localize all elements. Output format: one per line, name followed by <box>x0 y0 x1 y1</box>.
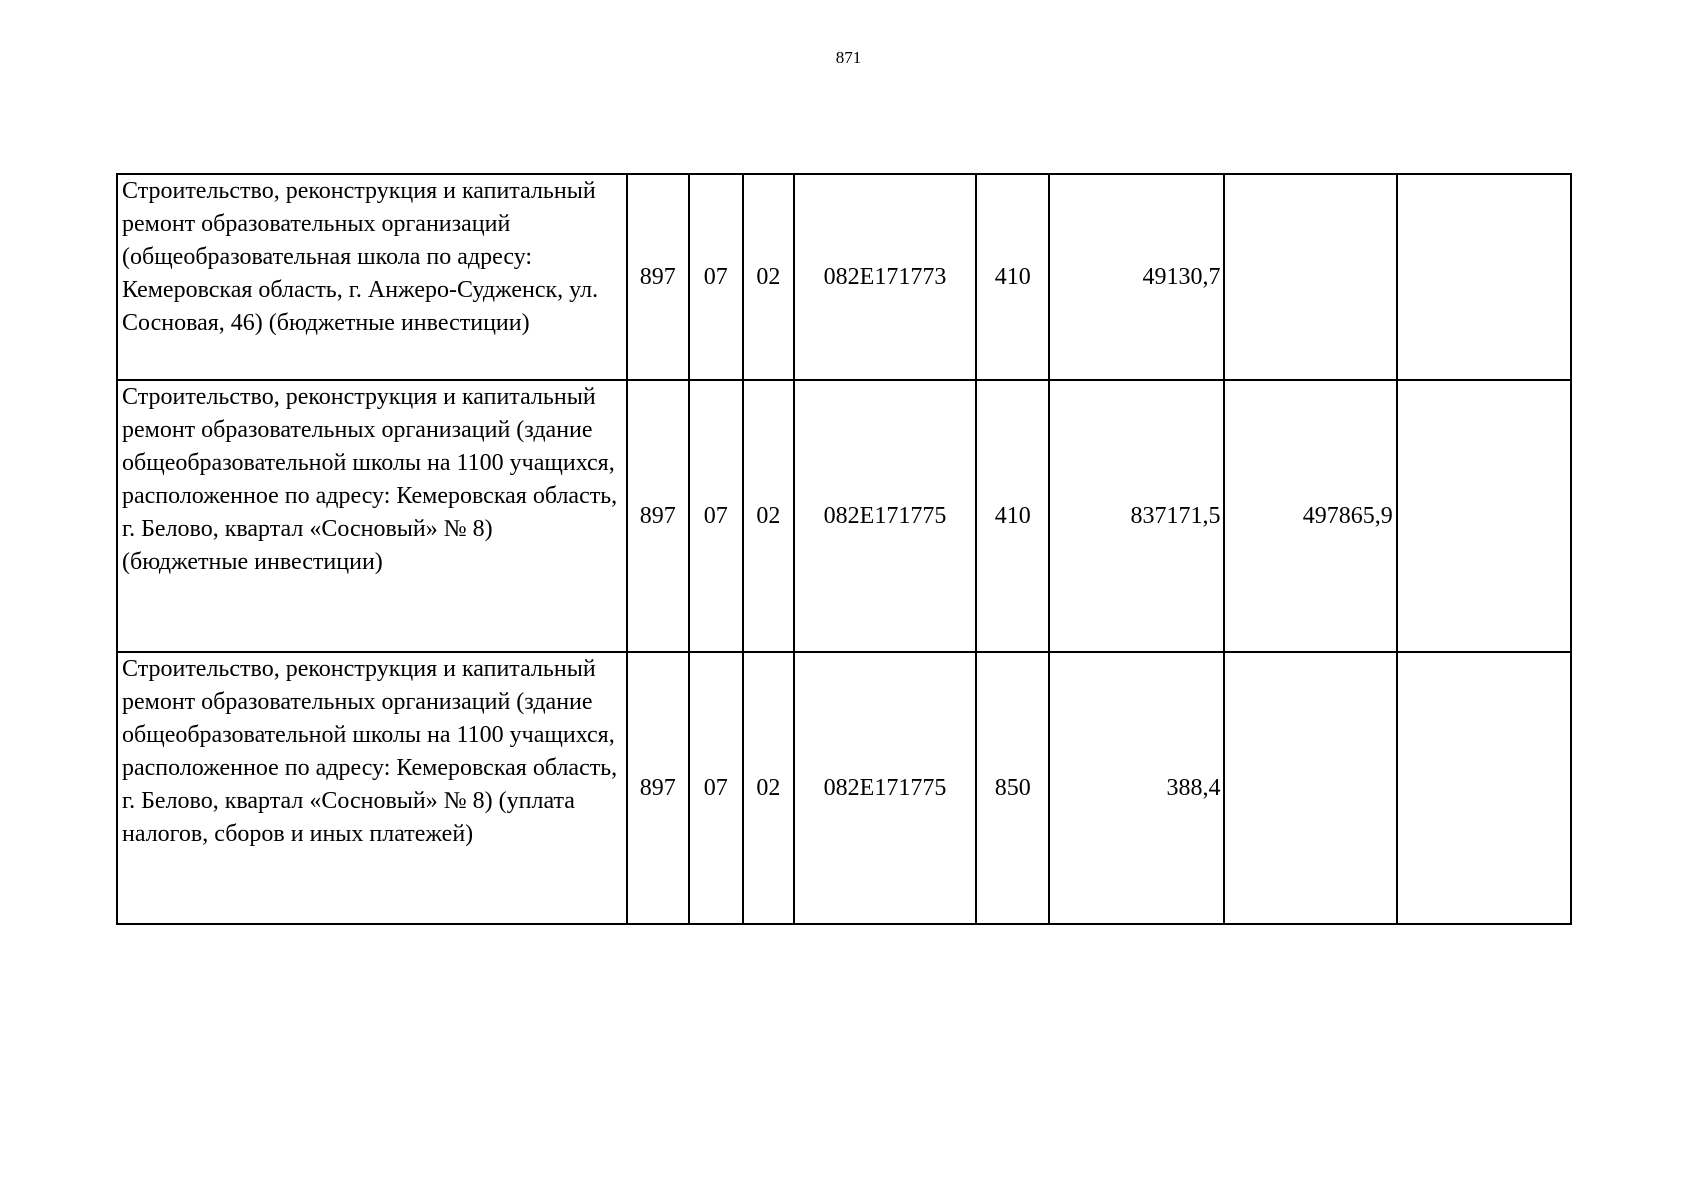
ministry-code: 897 <box>627 380 689 652</box>
row-description: Строительство, реконструкция и капитальный ремонт образовательных организаций (здание общеобразовательной школы на 1100 учащихся, расположенное по адресу: Кемеровская область, г. Белово, квартал «Сосновый» № 8) (уплата налогов, сборов и иных платежей) <box>117 652 627 924</box>
ministry-code: 897 <box>627 174 689 380</box>
amount-2: 497865,9 <box>1224 380 1396 652</box>
subsection-code: 02 <box>743 174 794 380</box>
amount-3 <box>1397 380 1571 652</box>
table-row <box>117 174 1571 380</box>
amount-2 <box>1224 652 1396 924</box>
expense-type-code: 850 <box>976 652 1049 924</box>
expense-type-code: 410 <box>976 174 1049 380</box>
table-row <box>117 652 1571 924</box>
expense-type-code: 410 <box>976 380 1049 652</box>
target-article-code: 082E171775 <box>794 652 976 924</box>
target-article-code: 082E171773 <box>794 174 976 380</box>
budget-table <box>116 173 1572 925</box>
subsection-code: 02 <box>743 380 794 652</box>
amount-3 <box>1397 174 1571 380</box>
row-description: Строительство, реконструкция и капитальный ремонт образовательных организаций (общеобразовательная школа по адресу: Кемеровская область, г. Анжеро-Судженск, ул. Сосновая, 46) (бюджетные инвестиции) <box>117 174 627 380</box>
table-row <box>117 380 1571 652</box>
target-article-code: 082E171775 <box>794 380 976 652</box>
section-code: 07 <box>689 380 743 652</box>
ministry-code: 897 <box>627 652 689 924</box>
row-description: Строительство, реконструкция и капитальный ремонт образовательных организаций (здание общеобразовательной школы на 1100 учащихся, расположенное по адресу: Кемеровская область, г. Белово, квартал «Сосновый» № 8) (бюджетные инвестиции) <box>117 380 627 652</box>
amount-3 <box>1397 652 1571 924</box>
section-code: 07 <box>689 174 743 380</box>
section-code: 07 <box>689 652 743 924</box>
amount-1: 388,4 <box>1049 652 1224 924</box>
subsection-code: 02 <box>743 652 794 924</box>
page-number: 871 <box>835 48 862 67</box>
amount-1: 49130,7 <box>1049 174 1224 380</box>
amount-2 <box>1224 174 1396 380</box>
amount-1: 837171,5 <box>1049 380 1224 652</box>
